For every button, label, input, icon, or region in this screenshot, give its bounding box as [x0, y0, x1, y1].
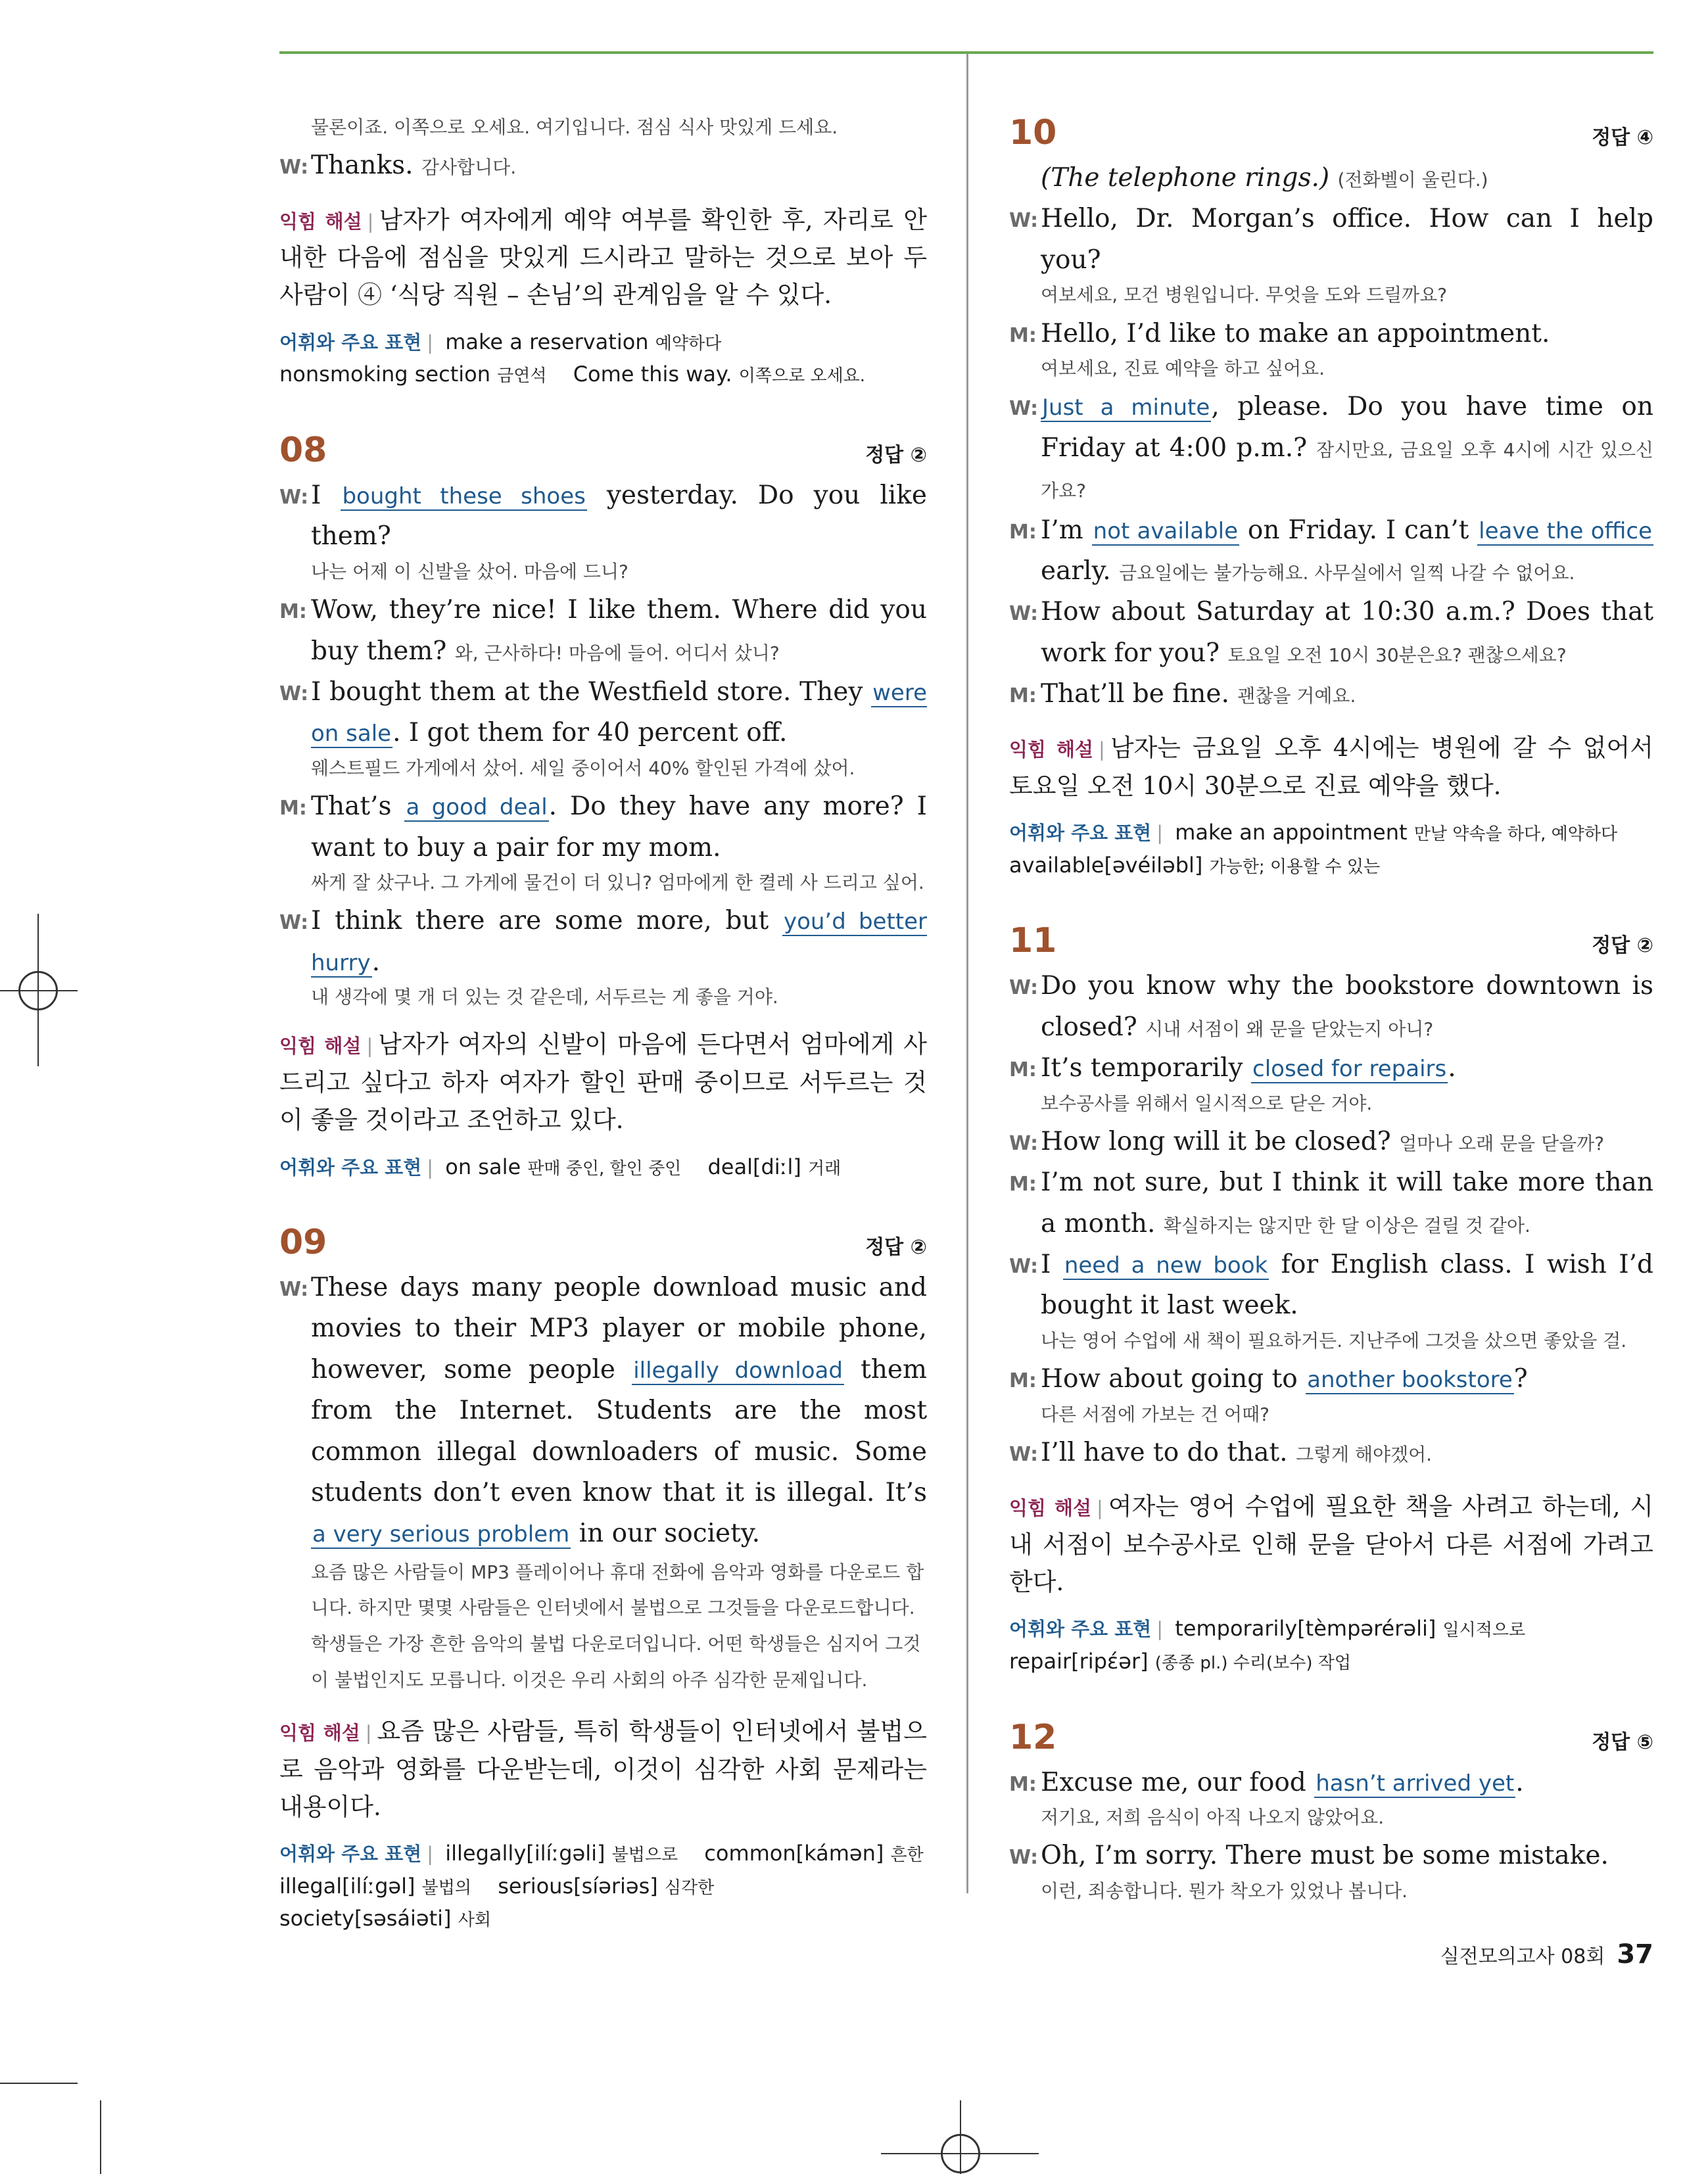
speaker-label: M: [1009, 1772, 1037, 1796]
vocab-meaning: 이쪽으로 오세요. [738, 366, 866, 387]
explanation-label: 익힘 해설 [1009, 1497, 1092, 1520]
inline-translation: 와, 근사하다! 마음에 들어. 어디서 샀니? [454, 642, 780, 664]
utterance-text: I’ll have to do that. [1041, 1438, 1288, 1468]
blank-answer: a very serious problem [312, 1521, 570, 1548]
vocab-meaning: 불법으로 [611, 1845, 678, 1866]
utterance-text: How long will it be closed? [1041, 1126, 1391, 1156]
vocabulary-label: 어휘와 주요 표현 [279, 331, 422, 354]
dialogue-line [279, 901, 927, 983]
question-header [1009, 921, 1653, 960]
answer-label: 정답 ② [865, 444, 927, 467]
footer-title: 실전모의고사 08회 [1440, 1945, 1605, 1968]
vocab-term: serious[síəriəs] [498, 1873, 658, 1899]
inline-translation: 시내 서점이 왜 문을 닫았는지 아니? [1145, 1018, 1434, 1040]
crop-line-bl-h [0, 2083, 78, 2084]
speaker-label: M: [1009, 323, 1037, 347]
vocab-term: make a reservation [445, 329, 649, 354]
blank-answer: a good deal [406, 794, 548, 821]
dialogue-line [1009, 1048, 1653, 1089]
dialogue-line [1009, 387, 1653, 509]
inline-translation: (전화벨이 울린다.) [1337, 169, 1488, 191]
inline-translation: 얼마나 오래 문을 닫을까? [1399, 1132, 1605, 1154]
vocabulary-label: 어휘와 주요 표현 [1009, 1618, 1152, 1641]
answer-label: 정답 ④ [1592, 126, 1653, 149]
explanation: 익힘 해설 | 요즘 많은 사람들, 특히 학생들이 인터넷에서 불법으로 음악과 영화를 다운받는데, 이것이 심각한 사회 문제라는 내용이다. [279, 1717, 927, 1821]
vocab-meaning: 만날 약속을 하다, 예약하다 [1413, 824, 1618, 845]
dialogue-line [279, 672, 927, 754]
dialogue-line [1009, 1432, 1653, 1473]
vocab-term: society[səsáiəti] [279, 1906, 452, 1931]
utterance-text: early. [1041, 555, 1111, 586]
explanation-label: 익힘 해설 [1009, 738, 1094, 761]
vocabulary-label: 어휘와 주요 표현 [279, 1843, 422, 1866]
answer-label: 정답 ⑤ [1592, 1730, 1653, 1754]
vocab-term: available[əvéiləbl] [1009, 852, 1203, 878]
explanation-label: 익힘 해설 [279, 1035, 362, 1058]
question-number: 09 [279, 1223, 327, 1263]
blank-answer: another bookstore [1307, 1367, 1513, 1394]
utterance-text: Wow, they’re nice! I like them. Where did you buy them? [311, 595, 927, 666]
vocab-term: Come this way. [573, 362, 732, 387]
vocab-meaning: 금연석 [497, 366, 547, 387]
utterance-text: How about Saturday at 10:30 a.m.? Does that work for you? [1041, 597, 1653, 668]
speaker-label: W: [1009, 397, 1039, 421]
translation: 저기요, 저희 음식이 아직 나오지 않았어요. [1041, 1807, 1385, 1829]
speaker-label: W: [1009, 209, 1039, 233]
blank-answer: you’d better hurry [311, 909, 928, 976]
vocab-meaning: 거래 [808, 1158, 842, 1179]
right-column [1009, 105, 1653, 1909]
inline-translation: 토요일 오전 10시 30분은요? 괜찮으세요? [1227, 644, 1567, 666]
translation: 여보세요, 진료 예약을 하고 싶어요. [1041, 357, 1325, 379]
vocab-meaning: 판매 중인, 할인 중인 [527, 1158, 682, 1179]
vocabulary: 어휘와 주요 표현 | temporarily[tèmpərérəli] 일시적으로 repair[ripέər] (종종 pl.) 수리(보수) 작업 [1009, 1616, 1526, 1674]
utterance-text: How about going to [1041, 1364, 1298, 1394]
inline-translation: 감사합니다. [421, 156, 517, 179]
utterance-text: I think there are some more, but [311, 906, 769, 936]
inline-translation: 그렇게 해야겠어. [1295, 1444, 1433, 1466]
speaker-label: M: [1009, 684, 1037, 708]
vocabulary-label: 어휘와 주요 표현 [279, 1156, 422, 1179]
utterance-text: That’ll be fine. [1041, 679, 1229, 709]
translation: 물론이죠. 이쪽으로 오세요. 여기입니다. 점심 식사 맛있게 드세요. [311, 116, 838, 138]
explanation: 익힘 해설 | 남자가 여자에게 예약 여부를 확인한 후, 자리로 안내한 다음에 점심을 맛있게 드시라고 말하는 것으로 보아 두 사람이 ④ ‘식당 직원 – 손님’의 관계임을 알 수 있다. [279, 205, 927, 310]
dialogue-line [1009, 199, 1653, 281]
utterance-text: Excuse me, our food [1041, 1767, 1306, 1797]
vocabulary: 어휘와 주요 표현 | make a reservation 예약하다 nonsmoking section 금연석 Come this way. 이쪽으로 오세요. [279, 329, 866, 387]
dialogue-line [1009, 510, 1653, 592]
vocab-meaning: 예약하다 [655, 333, 722, 354]
vocab-term: make an appointment [1175, 820, 1408, 845]
speaker-label: W: [279, 156, 309, 179]
translation: 이런, 죄송합니다. 뭔가 착오가 있었나 봅니다. [1041, 1879, 1408, 1902]
explanation-text: 여자는 영어 수업에 필요한 책을 사려고 하는데, 시내 서점이 보수공사로 인해 문을 닫아서 다른 서점에 가려고 한다. [1009, 1492, 1653, 1597]
utterance-text: , please. Do you have time on Friday at 4:00 p.m.? [1041, 392, 1653, 463]
dialogue-line [1009, 1359, 1653, 1400]
explanation: 익힘 해설 | 남자는 금요일 오후 4시에는 병원에 갈 수 없어서 토요일 오전 10시 30분으로 진료 예약을 했다. [1009, 734, 1654, 800]
utterance-text: . I got them for 40 percent off. [392, 718, 788, 748]
blank-answer: illegally download [633, 1357, 843, 1384]
explanation-text: 남자가 여자에게 예약 여부를 확인한 후, 자리로 안내한 다음에 점심을 맛있게 드시라고 말하는 것으로 보아 두 사람이 ④ ‘식당 직원 – 손님’의 관계임을 알 수 있다. [279, 205, 927, 310]
speaker-label: M: [279, 600, 307, 624]
vocab-meaning: 흔한 [890, 1845, 924, 1866]
vocab-term: illegally[ilíːgəli] [445, 1841, 605, 1866]
vocabulary: 어휘와 주요 표현 | illegally[ilíːgəli] 불법으로 common[kámən] 흔한 illegal[ilíːgəl] 불법의 serious[síəriəs] 심각한 society[səsáiəti] 사회 [279, 1841, 924, 1931]
dialogue-line [1009, 1762, 1653, 1803]
utterance-text: in our society. [579, 1519, 761, 1549]
explanation-label: 익힘 해설 [279, 210, 362, 233]
blank-answer: Just a minute [1042, 394, 1210, 421]
utterance-text: ? [1513, 1364, 1528, 1394]
inline-translation: 확실하지는 않지만 한 달 이상은 걸릴 것 같아. [1163, 1214, 1530, 1237]
utterance: Thanks. [311, 151, 414, 181]
translation: 나는 영어 수업에 새 책이 필요하거든. 지난주에 그것을 샀으면 좋았을 걸. [1041, 1329, 1627, 1352]
speaker-label: M: [1009, 1058, 1037, 1082]
question-number: 11 [1009, 921, 1057, 961]
utterance-text: for English class. I wish I’d bought it last week. [1041, 1250, 1653, 1321]
utterance-text: Do you know why the bookstore downtown is closed? [1041, 971, 1653, 1042]
dialogue-line [1009, 1162, 1653, 1244]
page-number: 37 [1617, 1939, 1653, 1970]
vocab-term: nonsmoking section [279, 362, 490, 387]
speaker-label: W: [1009, 976, 1039, 1000]
question-number: 10 [1009, 113, 1057, 153]
dialogue-line [279, 145, 927, 186]
speaker-label: W: [1009, 1255, 1039, 1279]
vocabulary-label: 어휘와 주요 표현 [1009, 822, 1152, 845]
answer-label: 정답 ② [1592, 934, 1653, 958]
dialogue-line [279, 590, 927, 672]
utterance-text: . Do they have any more? I want to buy a pair for my mom. [311, 792, 928, 863]
utterance-text: them from the Internet. Students are the most common illegal downloaders of music. Some students don’t even know that it is illegal. It’s [311, 1354, 927, 1508]
crop-line-bottom-v [960, 2100, 961, 2174]
vocab-term: repair[ripέər] [1009, 1649, 1149, 1674]
stage-direction-text: (The telephone rings.) [1041, 163, 1330, 193]
explanation-text: 요즘 많은 사람들, 특히 학생들이 인터넷에서 불법으로 음악과 영화를 다운받는데, 이것이 심각한 사회 문제라는 내용이다. [279, 1717, 927, 1821]
blank-answer: hasn’t arrived yet [1316, 1770, 1515, 1797]
dialogue-line [279, 475, 927, 557]
speaker-label: W: [279, 911, 309, 935]
explanation-text: 남자는 금요일 오후 4시에는 병원에 갈 수 없어서 토요일 오전 10시 30분으로 진료 예약을 했다. [1009, 734, 1654, 800]
question-header [279, 1223, 927, 1262]
explanation: 익힘 해설 | 여자는 영어 수업에 필요한 책을 사려고 하는데, 시내 서점이 보수공사로 인해 문을 닫아서 다른 서점에 가려고 한다. [1009, 1492, 1653, 1597]
inline-translation: 괜찮을 거예요. [1237, 685, 1356, 707]
vocab-meaning: 가능한; 이용할 수 있는 [1209, 857, 1381, 877]
inline-translation: 금요일에는 불가능해요. 사무실에서 일찍 나갈 수 없어요. [1119, 561, 1575, 584]
vocab-term: deal[diːl] [707, 1154, 801, 1179]
vocab-meaning: 사회 [458, 1910, 491, 1931]
utterance-text: . [371, 947, 380, 977]
translation: 싸게 잘 샀구나. 그 가게에 물건이 더 있니? 엄마에게 한 켤레 사 드리고 싶어. [311, 871, 924, 893]
speaker-label: W: [279, 682, 309, 705]
speaker-label: W: [1009, 1443, 1039, 1467]
answer-label: 정답 ② [865, 1236, 927, 1260]
crop-line-left-v [37, 914, 39, 1066]
speaker-label: M: [1009, 1369, 1037, 1393]
translation: 여보세요, 모건 병원입니다. 무엇을 도와 드릴까요? [1041, 284, 1448, 306]
utterance-text: on Friday. I can’t [1247, 515, 1469, 545]
explanation: 익힘 해설 | 남자가 여자의 신발이 마음에 든다면서 엄마에게 사 드리고 싶다고 하자 여자가 할인 판매 중이므로 서두르는 것이 좋을 것이라고 조언하고 있다. [279, 1030, 928, 1135]
dialogue-line [1009, 674, 1653, 715]
translation: 나는 어제 이 신발을 샀어. 마음에 드니? [311, 560, 629, 582]
question-number: 08 [279, 431, 327, 470]
utterance-text: I [311, 481, 321, 510]
stage-direction [1009, 158, 1653, 199]
vocabulary: 어휘와 주요 표현 | on sale 판매 중인, 할인 중인 deal[diːl] 거래 [279, 1154, 842, 1179]
explanation-text: 남자가 여자의 신발이 마음에 든다면서 엄마에게 사 드리고 싶다고 하자 여자가 할인 판매 중이므로 서두르는 것이 좋을 것이라고 조언하고 있다. [279, 1030, 928, 1135]
dialogue-line [1009, 314, 1653, 354]
vocab-term: on sale [445, 1154, 521, 1179]
blank-answer: not available [1093, 517, 1239, 544]
vocab-term: temporarily[tèmpərérəli] [1175, 1616, 1436, 1642]
speaker-label: W: [279, 1278, 309, 1302]
utterance-text: That’s [311, 792, 392, 822]
utterance-text: I’m not sure, but I think it will take more than a month. [1041, 1168, 1653, 1239]
vocab-meaning: 심각한 [664, 1878, 715, 1898]
dialogue-line [279, 1267, 927, 1555]
utterance-text: Hello, I’d like to make an appointment. [1041, 318, 1550, 348]
translation: 내 생각에 몇 개 더 있는 것 같은데, 서두르는 게 좋을 거야. [311, 986, 778, 1008]
vocab-term: illegal[ilíːgəl] [279, 1873, 415, 1899]
utterance-text: These days many people download music and movies to their MP3 player or mobile phone, however, some people [311, 1273, 927, 1384]
speaker-label: M: [279, 797, 307, 820]
left-column [279, 105, 927, 1935]
blank-answer: leave the office [1479, 517, 1652, 544]
vocab-meaning: 불법의 [421, 1878, 472, 1898]
vocab-meaning: 일시적으로 [1442, 1620, 1526, 1641]
utterance-text: I bought them at the Westfield store. They [311, 676, 863, 707]
crop-line-bl-v [100, 2100, 101, 2174]
dialogue-line [1009, 966, 1653, 1048]
question-header [279, 431, 927, 470]
speaker-label: W: [1009, 602, 1039, 626]
dialogue-line [1009, 1122, 1653, 1162]
utterance-text: Oh, I’m sorry. There must be some mistake. [1041, 1841, 1609, 1871]
speaker-label: W: [1009, 1131, 1039, 1155]
utterance-text: Hello, Dr. Morgan’s office. How can I help you? [1041, 204, 1653, 275]
crop-line-left-h [0, 990, 78, 991]
utterance-text: . [1515, 1767, 1524, 1797]
explanation-label: 익힘 해설 [279, 1722, 360, 1745]
question-header [1009, 113, 1653, 153]
dialogue-line [279, 786, 927, 868]
speaker-label: W: [1009, 1846, 1039, 1870]
dialogue-line [1009, 592, 1653, 674]
translation: 다른 서점에 가보는 건 어때? [1041, 1403, 1269, 1425]
speaker-label: M: [1009, 520, 1037, 544]
translation: 웨스트필드 가게에서 샀어. 세일 중이어서 40% 할인된 가격에 샀어. [311, 757, 855, 779]
question-number: 12 [1009, 1717, 1057, 1757]
utterance-text: I’m [1041, 515, 1083, 545]
speaker-label: M: [1009, 1173, 1037, 1196]
blank-answer: closed for repairs [1252, 1056, 1447, 1083]
question-header [1009, 1718, 1653, 1757]
utterance-text: I [1041, 1250, 1051, 1280]
blank-answer: bought these shoes [342, 483, 586, 509]
column-divider [966, 54, 968, 1893]
inline-translation: 잠시만요, 금요일 오후 4시에 시간 있으신가요? [1041, 438, 1653, 502]
utterance-text: yesterday. Do you like them? [311, 481, 927, 552]
vocabulary: 어휘와 주요 표현 | make an appointment 만날 약속을 하다, 예약하다 available[əvéiləbl] 가능한; 이용할 수 있는 [1009, 820, 1618, 878]
vocab-term: common[kámən] [704, 1841, 884, 1866]
utterance-text: . [1448, 1053, 1456, 1083]
translation: 보수공사를 위해서 일시적으로 닫은 거야. [1041, 1092, 1373, 1114]
dialogue-line [1009, 1835, 1653, 1876]
blank-answer: need a new book [1064, 1252, 1268, 1279]
vocab-meaning: (종종 pl.) 수리(보수) 작업 [1154, 1653, 1352, 1674]
page-footer [1440, 1939, 1653, 1970]
translation: 요즘 많은 사람들이 MP3 플레이어나 휴대 전화에 음악과 영화를 다운로드 합니다. 하지만 몇몇 사람들은 인터넷에서 불법으로 그것들을 다운로드합니다. 학생들은 가장 흔한 음악의 불법 다운로더입니다. 어떤 학생들은 심지어 그것이 불법인지도 모릅니다. 이것은 우리 사회의 아주 심각한 문제입니다. [311, 1561, 924, 1691]
utterance-text: It’s temporarily [1041, 1053, 1243, 1083]
blank-answer: were on sale [311, 679, 927, 747]
dialogue-line [1009, 1244, 1653, 1327]
speaker-label: W: [279, 486, 309, 509]
